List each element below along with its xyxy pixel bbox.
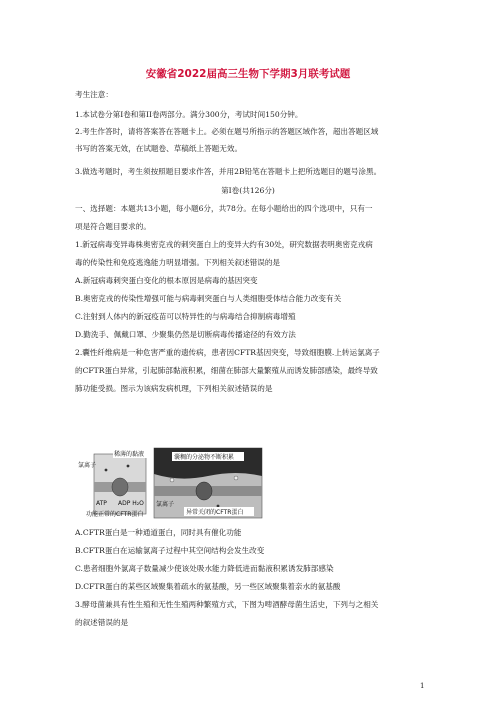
- q3-stem-1: 3.酵母菌兼具有性生殖和无性生殖两种繁殖方式，下图为啤酒酵母菌生活史，下列与之相关: [75, 600, 379, 609]
- q2-option-b: B.CFTR蛋白在运输氯离子过程中其空间结构会发生改变: [75, 546, 265, 555]
- label-mucus: 稀薄的黏液: [114, 451, 145, 458]
- q1-option-a: A.新冠病毒刺突蛋白变化的根本原因是病毒的基因突变: [75, 276, 258, 285]
- label-chloride-2: 氯离子: [156, 501, 175, 508]
- notice-2: 2.考生作答时，请将答案答在答题卡上。必须在题号所指示的答题区域作答，超出答题区域: [75, 127, 379, 136]
- bacterium: [234, 476, 238, 480]
- page-title: 安徽省2022届高三生物下学期3月联考试题: [145, 68, 351, 80]
- q2-stem-3: 肺功能受损。图示为该病发病机理，下列相关叙述错误的是: [75, 384, 273, 393]
- label-normal-cftr: 功能正常的CFTR蛋白: [86, 511, 144, 518]
- q1-option-b: B.奥密克戎的传染性增强可能与病毒刺突蛋白与人类细胞受体结合能力改变有关: [75, 294, 342, 303]
- label-abnormal-cftr: 异常关闭的CFTR蛋白: [186, 509, 244, 516]
- normal-cftr-protein: [112, 478, 128, 496]
- notice-1: 1.本试卷分第I卷和第II卷两部分。满分300分，考试时间150分钟。: [75, 110, 303, 119]
- q1-option-d: D.勤洗手、佩戴口罩、少聚集仍然是切断病毒传播途径的有效方法: [75, 330, 296, 339]
- q2-option-d: D.CFTR蛋白的某些区域聚集着疏水的氨基酸，另一些区域聚集着亲水的氨基酸: [75, 582, 341, 591]
- q2-option-a: A.CFTR蛋白是一种通道蛋白，同时具有催化功能: [75, 528, 242, 537]
- q2-stem-1: 2.囊性纤维病是一种危害严重的遗传病，患者因CFTR基因突变，导致细胞膜.上转运氯离子: [75, 348, 380, 357]
- instructions-line-1: 一、选择题：本题共13小题，每小题6分，共78分。在每小题给出的四个选项中，只有一: [75, 204, 373, 213]
- label-chloride: 氯离子: [78, 462, 97, 469]
- q1-option-c: C.注射到人体内的新冠疫苗可以特异性的与病毒结合抑制病毒增殖: [75, 312, 296, 321]
- q1-stem-2: 毒的传染性和免疫逃逸能力明显增强。下列相关叙述错误的是: [75, 258, 281, 267]
- q2-option-c: C.患者细胞外氯离子数量减少使该处吸水能力降低进而黏液积累诱发肺部感染: [75, 564, 334, 573]
- label-bacteria: 囊稠的分泌物不断积累: [174, 454, 235, 461]
- section-title: 第I卷(共126分): [221, 186, 275, 195]
- instructions-line-2: 项是符合题目要求的。: [75, 222, 151, 231]
- chloride-ion: [105, 469, 108, 472]
- label-adp: ADP H₂O: [118, 500, 144, 507]
- label-atp: ATP: [96, 500, 107, 507]
- notice-heading: 考生注意：: [75, 90, 113, 99]
- chloride-ion: [217, 505, 220, 508]
- page-number: 1: [420, 682, 425, 690]
- q2-stem-2: 的CFTR蛋白异常，引起肺部黏液积累，细菌在肺部大量繁殖从而诱发肺部感染，最终导致: [75, 366, 378, 375]
- q3-stem-2: 的叙述错误的是: [75, 618, 129, 627]
- q1-stem-1: 1.新冠病毒变异毒株奥密克戎的刺突蛋白上的变异大约有30处，研究数据表明奥密克戎病: [75, 240, 373, 249]
- cftr-mechanism-figure: [76, 446, 266, 521]
- notice-3: 3.做选考题时，考生须按照题目要求作答，并用2B铅笔在答题卡上把所选题目的题号涂黑。: [75, 167, 382, 176]
- chloride-ion: [127, 465, 130, 468]
- notice-2-cont: 书写的答案无效，在试题卷、草稿纸上答题无效。: [75, 144, 243, 153]
- abnormal-cftr-protein: [196, 482, 212, 500]
- bacterium: [170, 478, 174, 482]
